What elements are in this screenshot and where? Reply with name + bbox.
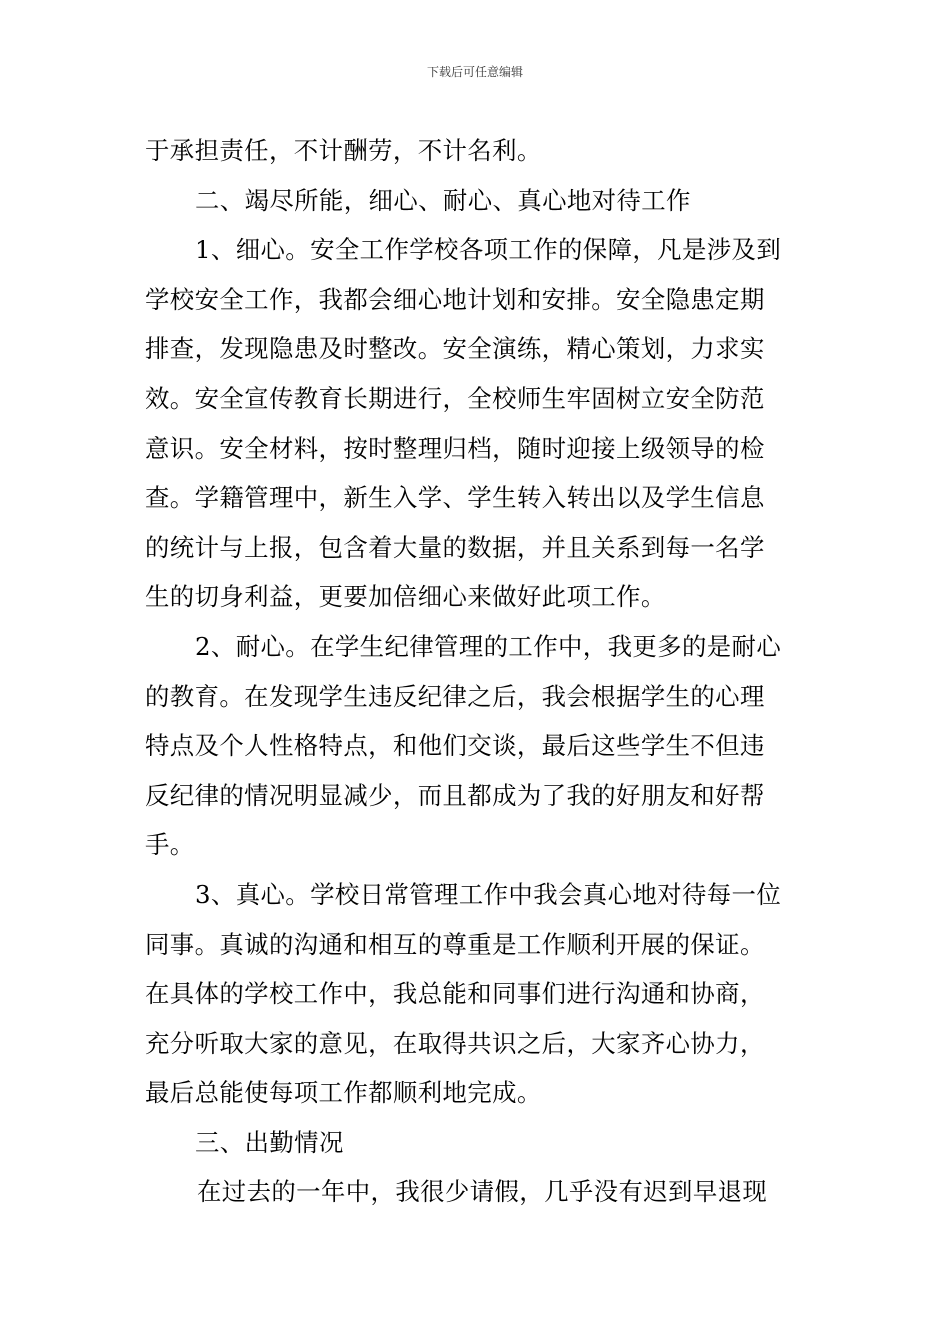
section-heading: 三、出勤情况 — [195, 1127, 344, 1157]
text-line: 充分听取大家的意见，在取得共识之后，大家齐心协力， — [145, 1028, 765, 1058]
document-body — [145, 126, 809, 1217]
text-line: 生的切身利益，更要加倍细心来做好此项工作。 — [145, 582, 666, 612]
paragraph-first-line: 2、耐心。在学生纪律管理的工作中，我更多的是耐心 — [195, 631, 782, 661]
text-line: 学校安全工作，我都会细心地计划和安排。安全隐患定期 — [145, 284, 765, 314]
text-line: 于承担责任，不计酬劳，不计名利。 — [145, 136, 542, 165]
text-line: 特点及个人性格特点，和他们交谈，最后这些学生不但违 — [145, 731, 765, 761]
text-line: 的统计与上报，包含着大量的数据，并且关系到每一名学 — [145, 532, 765, 562]
text-line: 在具体的学校工作中，我总能和同事们进行沟通和协商， — [145, 979, 765, 1009]
text-line: 的教育。在发现学生违反纪律之后，我会根据学生的心理 — [145, 681, 765, 711]
page-header: 下载后可任意编辑 — [426, 65, 523, 79]
text-line: 查。学籍管理中，新生入学、学生转入转出以及学生信息 — [145, 483, 765, 513]
text-line: 意识。安全材料，按时整理归档，随时迎接上级领导的检 — [145, 433, 765, 463]
section-heading: 二、竭尽所能，细心、耐心、真心地对待工作 — [195, 185, 691, 215]
text-line: 手。 — [145, 830, 195, 860]
text-line: 同事。真诚的沟通和相互的尊重是工作顺利开展的保证。 — [145, 929, 765, 959]
paragraph-first-line: 1、细心。安全工作学校各项工作的保障，凡是涉及到 — [195, 235, 782, 265]
text-line: 反纪律的情况明显减少，而且都成为了我的好朋友和好帮 — [145, 780, 765, 810]
paragraph-first-line: 3、真心。学校日常管理工作中我会真心地对待每一位 — [195, 879, 782, 909]
text-line: 排查，发现隐患及时整改。安全演练，精心策划，力求实 — [145, 334, 765, 364]
text-line: 最后总能使每项工作都顺利地完成。 — [145, 1078, 542, 1108]
paragraph-first-line: 在过去的一年中，我很少请假，几乎没有迟到早退现 — [197, 1177, 768, 1207]
text-line: 效。安全宣传教育长期进行，全校师生牢固树立安全防范 — [145, 383, 765, 413]
